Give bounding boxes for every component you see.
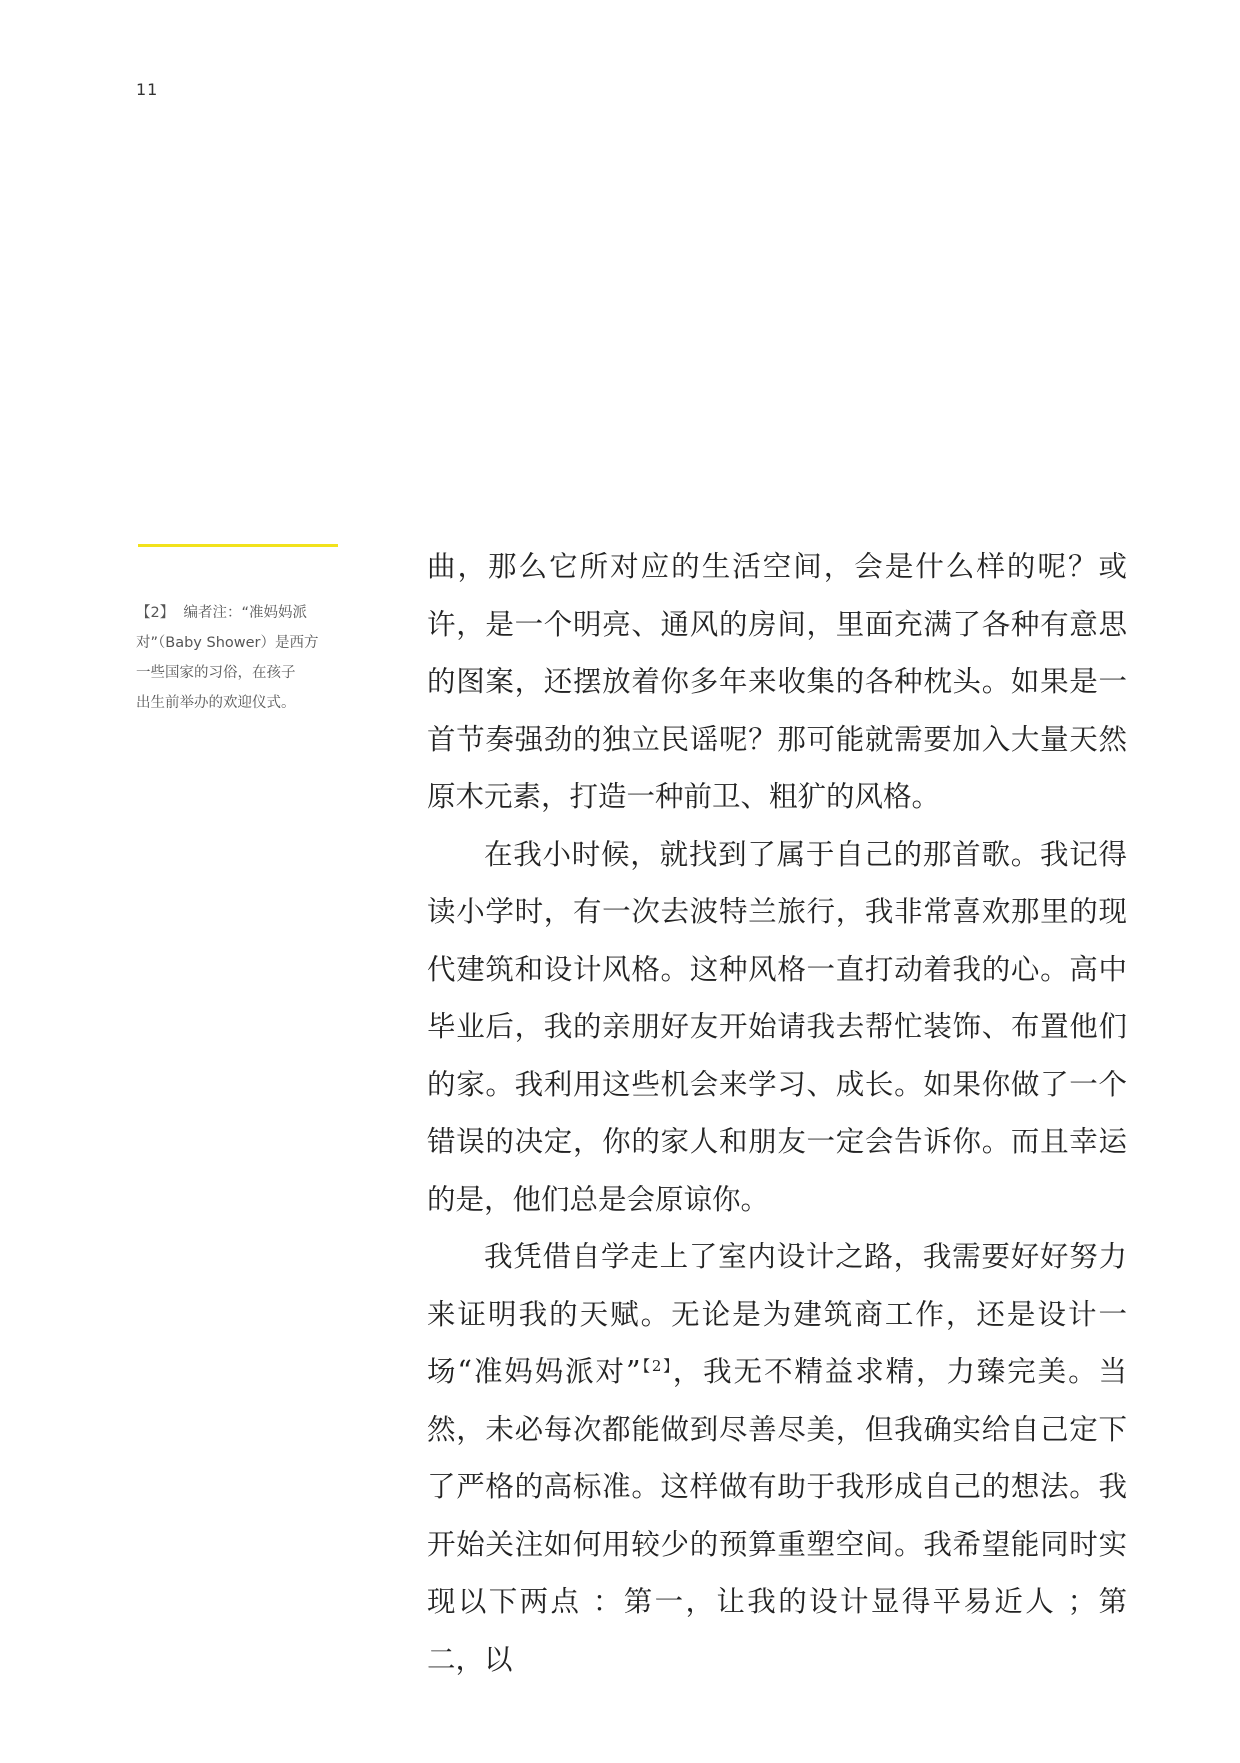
paragraph-3 xyxy=(427,1228,1127,1688)
paragraph-1: 曲，那么它所对应的生活空间，会是什么样的呢？或许，是一个明亮、通风的房间，里面充满了各种有意思的图案，还摆放着你多年来收集的各种枕头。如果是一首节奏强劲的独立民谣呢？那可能就需要加入大量天然原木元素，打造一种前卫、粗犷的风格。 xyxy=(427,550,1127,813)
footnote-sidenote: 【2】 编者注：“准妈妈派 对”（Baby Shower）是西方 一些国家的习俗，在孩子 出生前举办的欢迎仪式。 xyxy=(136,605,319,711)
paragraph-3-part-1: 我凭借自学走上了室内设计之路，我需要好好努力来证明我的天赋。无论是为建筑商工作，还是设计一场“准妈妈派对” xyxy=(427,1240,1127,1388)
page-number: 11 xyxy=(136,80,159,99)
paragraph-2: 在我小时候，就找到了属于自己的那首歌。我记得读小学时，有一次去波特兰旅行，我非常喜欢那里的现代建筑和设计风格。这种风格一直打动着我的心。高中毕业后，我的亲朋好友开始请我去帮忙装饰、布置他们的家。我利用这些机会来学习、成长。如果你做了一个错误的决定，你的家人和朋友一定会告诉你。而且幸运的是，他们总是会原谅你。 xyxy=(427,837,1127,1216)
sidenote-divider xyxy=(138,544,338,547)
footnote-marker: 【2】 xyxy=(640,1357,673,1375)
paragraph-3-part-2: ，我无不精益求精，力臻完美。当然，未必每次都能做到尽善尽美，但我确实给自己定下了严格的高标准。这样做有助于我形成自己的想法。我开始关注如何用较少的预算重塑空间。我希望能同时实现以下两点 ：第一，让我的设计显得平易近人 ；第二，以 xyxy=(427,1355,1128,1676)
body-text xyxy=(427,538,1127,1688)
